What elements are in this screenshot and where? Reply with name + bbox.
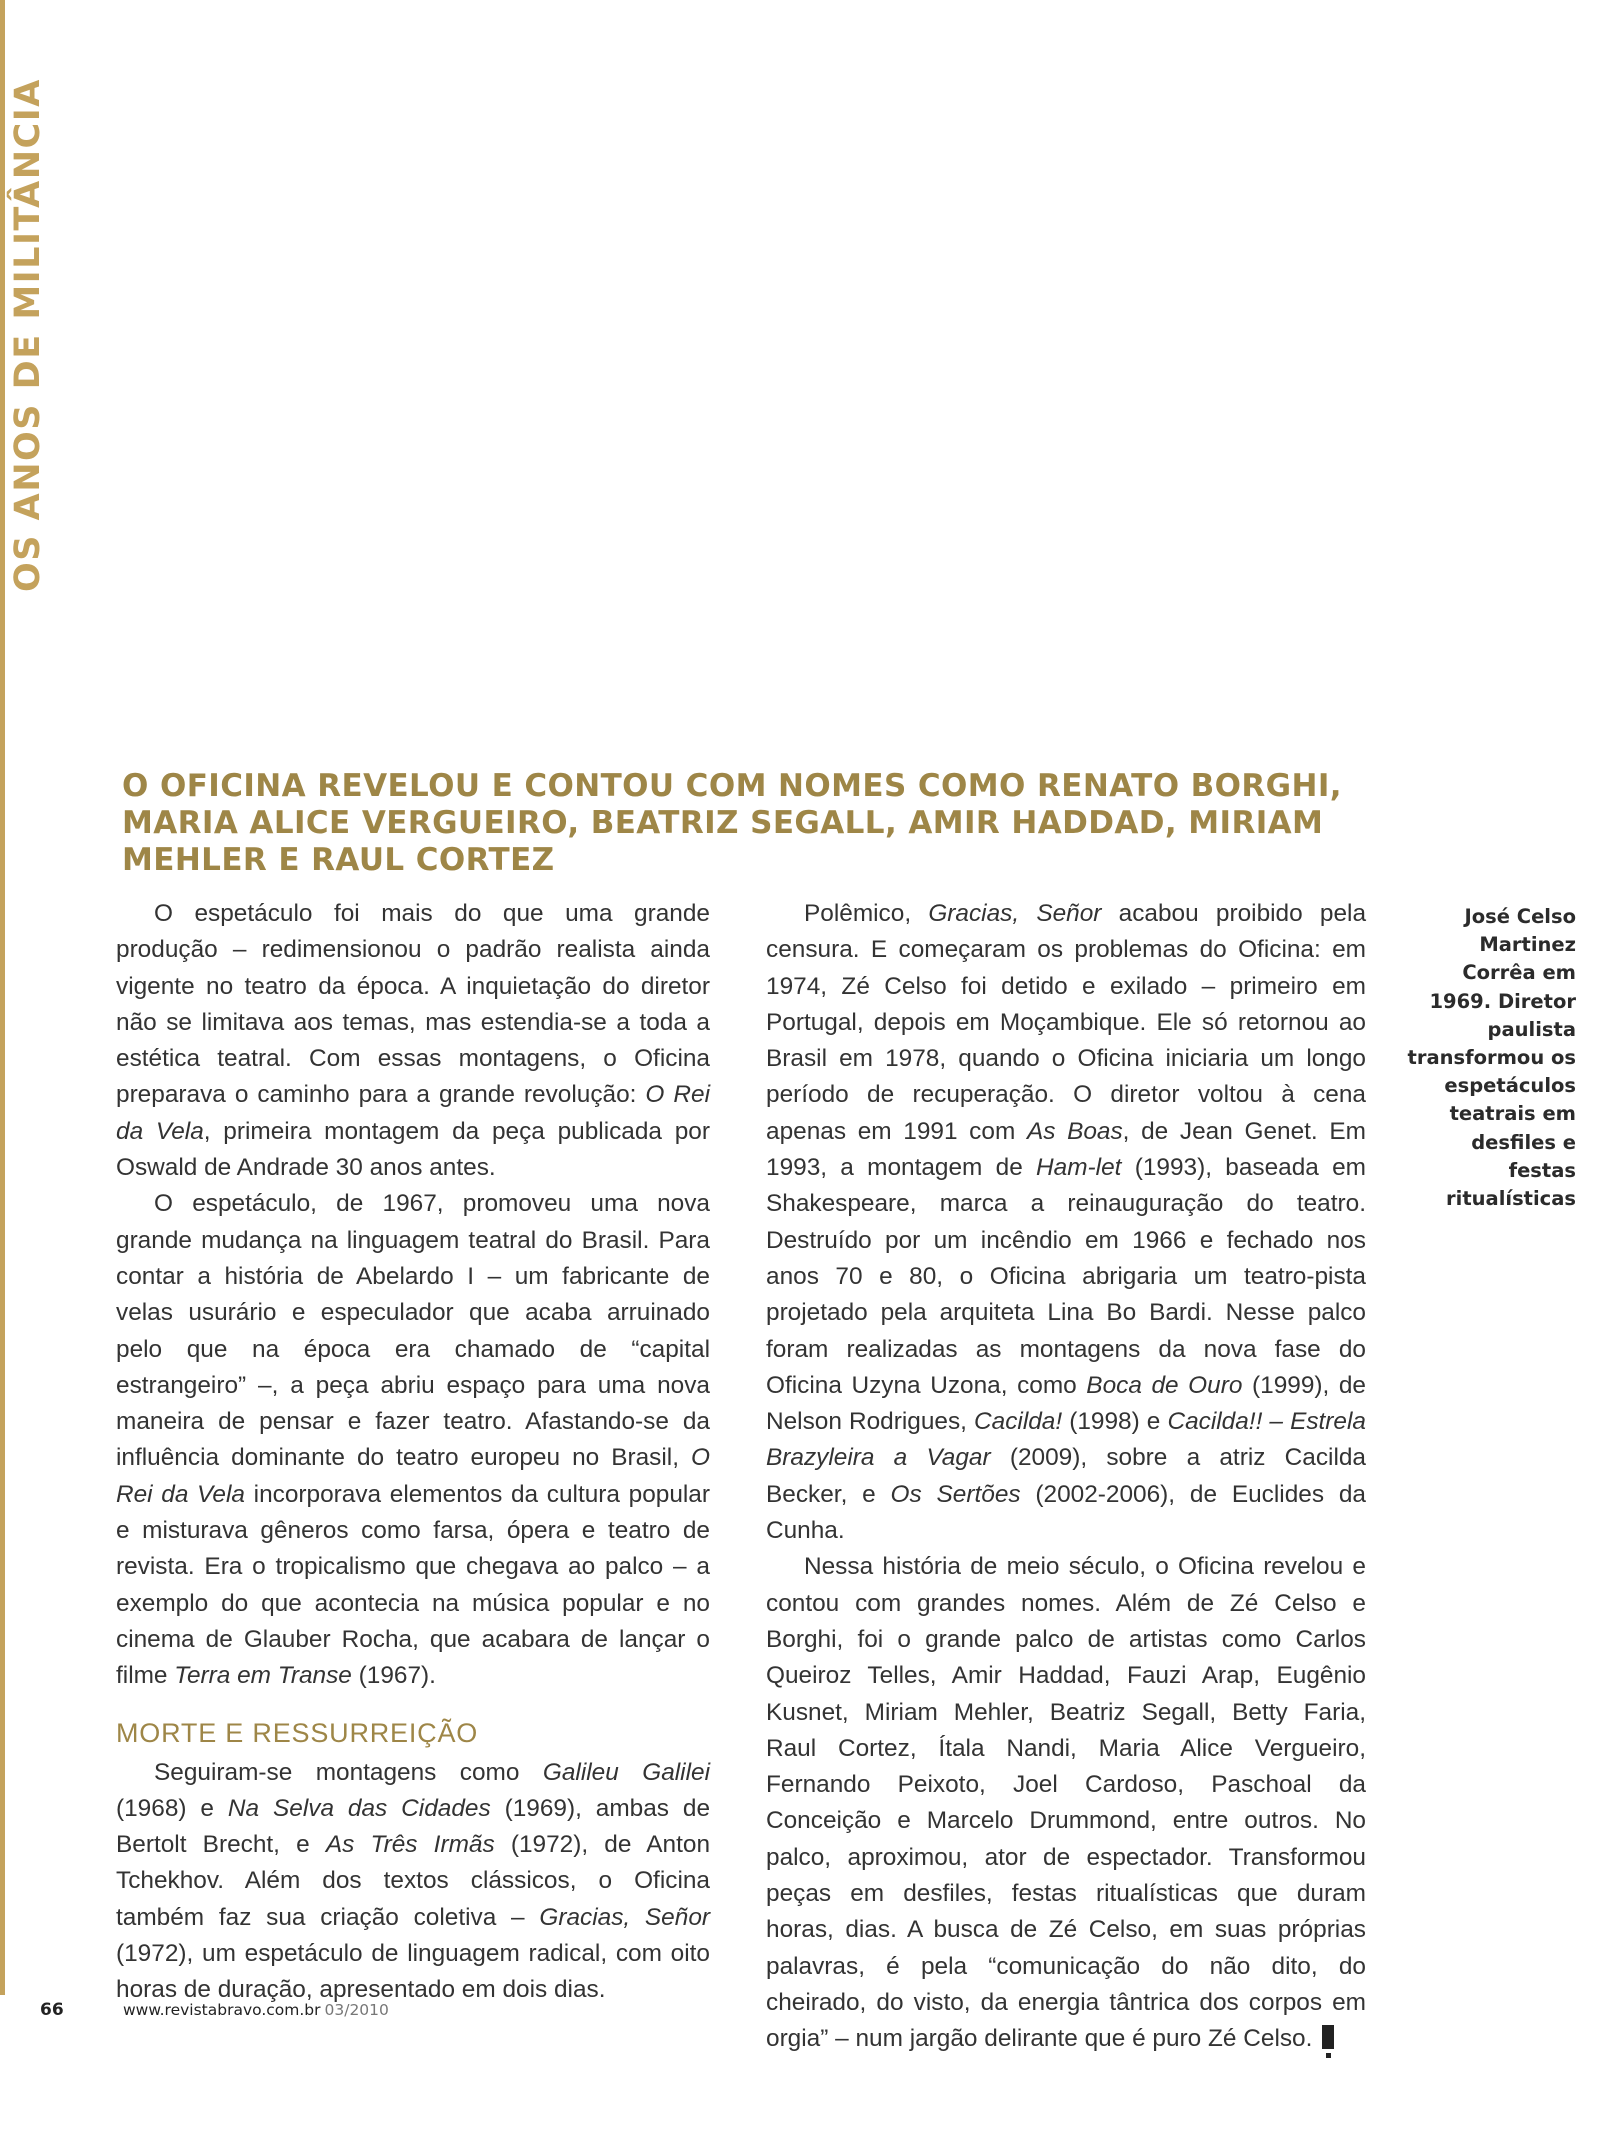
- paragraph: Polêmico, Gracias, Señor acabou proibido pela censura. E começaram os problemas do Oficina: em 1974, Zé Celso foi detido e exilado – primeiro em Portugal, depois em Moçambique. Ele só retornou ao Brasil em 1978, quando o Oficina iniciaria um longo período de recuperação. O diretor voltou à cena apenas em 1991 com As Boas, de Jean Genet. Em 1993, a montagem de Ham-let (1993), baseada em Shakespeare, marca a reinauguração do teatro. Destruído por um incêndio em 1966 e fechado nos anos 70 e 80, o Oficina abrigaria um teatro-pista projetado pela arquiteta Lina Bo Bardi. Nesse palco foram realizadas as montagens da nova fase do Oficina Uzyna Uzona, como Boca de Ouro (1999), de Nelson Rodrigues, Cacilda! (1998) e Cacilda!! – Estrela Brazyleira a Vagar (2009), sobre a atriz Cacilda Becker, e Os Sertões (2002-2006), de Euclides da Cunha.: [766, 900, 1367, 1545]
- photo-caption: José Celso Martinez Corrêa em 1969. Diretor paulista transformou os espetáculos teatrais em desfiles e festas ritualísticas: [1407, 905, 1576, 1211]
- paragraph: O espetáculo foi mais do que uma grande produção – redimensionou o padrão realista ainda vigente no teatro da época. A inquietação do diretor não se limitava aos temas, mas estendia-se a toda a estética teatral. Com essas montagens, o Oficina preparava o caminho para a grande revolução: O Rei da Vela, primeira montagem da peça publicada por Oswald de Andrade 30 anos antes.: [116, 900, 710, 1182]
- end-of-article-mark-icon: [1322, 2025, 1334, 2049]
- paragraph: O espetáculo, de 1967, promoveu uma nova grande mudança na linguagem teatral do Brasil. Para contar a história de Abelardo I – um fabricante de velas usurário e especulador que acaba arruinado pelo que na época era chamado de “capital estrangeiro” –, a peça abriu espaço para uma nova maneira de pensar e fazer teatro. Afastando-se da influência dominante do teatro europeu no Brasil, O Rei da Vela incorporava elementos da cultura popular e misturava gêneros como farsa, ópera e teatro de revista. Era o tropicalismo que chegava ao palco – a exemplo do que acontecia na música popular e no cinema de Glauber Rocha, que acabara de lançar o filme Terra em Transe (1967).: [116, 1190, 710, 1690]
- section-title-vertical: OS ANOS DE MILITÂNCIA: [8, 78, 48, 592]
- subheading: MORTE E RESSURREIÇÃO: [116, 1717, 479, 1748]
- page-number: 66: [40, 2000, 64, 2020]
- article-headline: O OFICINA REVELOU E CONTOU COM NOMES COMO RENATO BORGHI, MARIA ALICE VERGUEIRO, BEATRIZ SEGALL, AMIR HADDAD, MIRIAM MEHLER E RAUL CORTEZ: [122, 768, 1342, 878]
- issue-date: 03/2010: [324, 2001, 389, 2019]
- text-column-left: [116, 896, 710, 2009]
- footer: [123, 2001, 389, 2019]
- paragraph: Nessa história de meio século, o Oficina revelou e contou com grandes nomes. Além de Zé Celso e Borghi, foi o grande palco de artistas como Carlos Queiroz Telles, Amir Haddad, Fauzi Arap, Eugênio Kusnet, Miriam Mehler, Beatriz Segall, Betty Faria, Raul Cortez, Ítala Nandi, Maria Alice Vergueiro, Fernando Peixoto, Joel Cardoso, Paschoal da Conceição e Marcelo Drummond, entre outros. No palco, aproximou, ator de espectador. Transformou peças em desfiles, festas ritualísticas que duram horas, dias. A busca de Zé Celso, em suas próprias palavras, é pela “comunicação do não dito, do cheirado, do visto, da energia tântrica dos corpos em orgia” – num jargão delirante que é puro Zé Celso.: [766, 1553, 1366, 2053]
- website-link[interactable]: www.revistabravo.com.br: [123, 2001, 321, 2019]
- text-column-middle: [766, 896, 1366, 2058]
- paragraph: Seguiram-se montagens como Galileu Galilei (1968) e Na Selva das Cidades (1969), ambas de Bertolt Brecht, e As Três Irmãs (1972), de Anton Tchekhov. Além dos textos clássicos, o Oficina também faz sua criação coletiva – Gracias, Señor (1972), um espetáculo de linguagem radical, com oito horas de duração, apresentado em dois dias.: [116, 1758, 711, 2004]
